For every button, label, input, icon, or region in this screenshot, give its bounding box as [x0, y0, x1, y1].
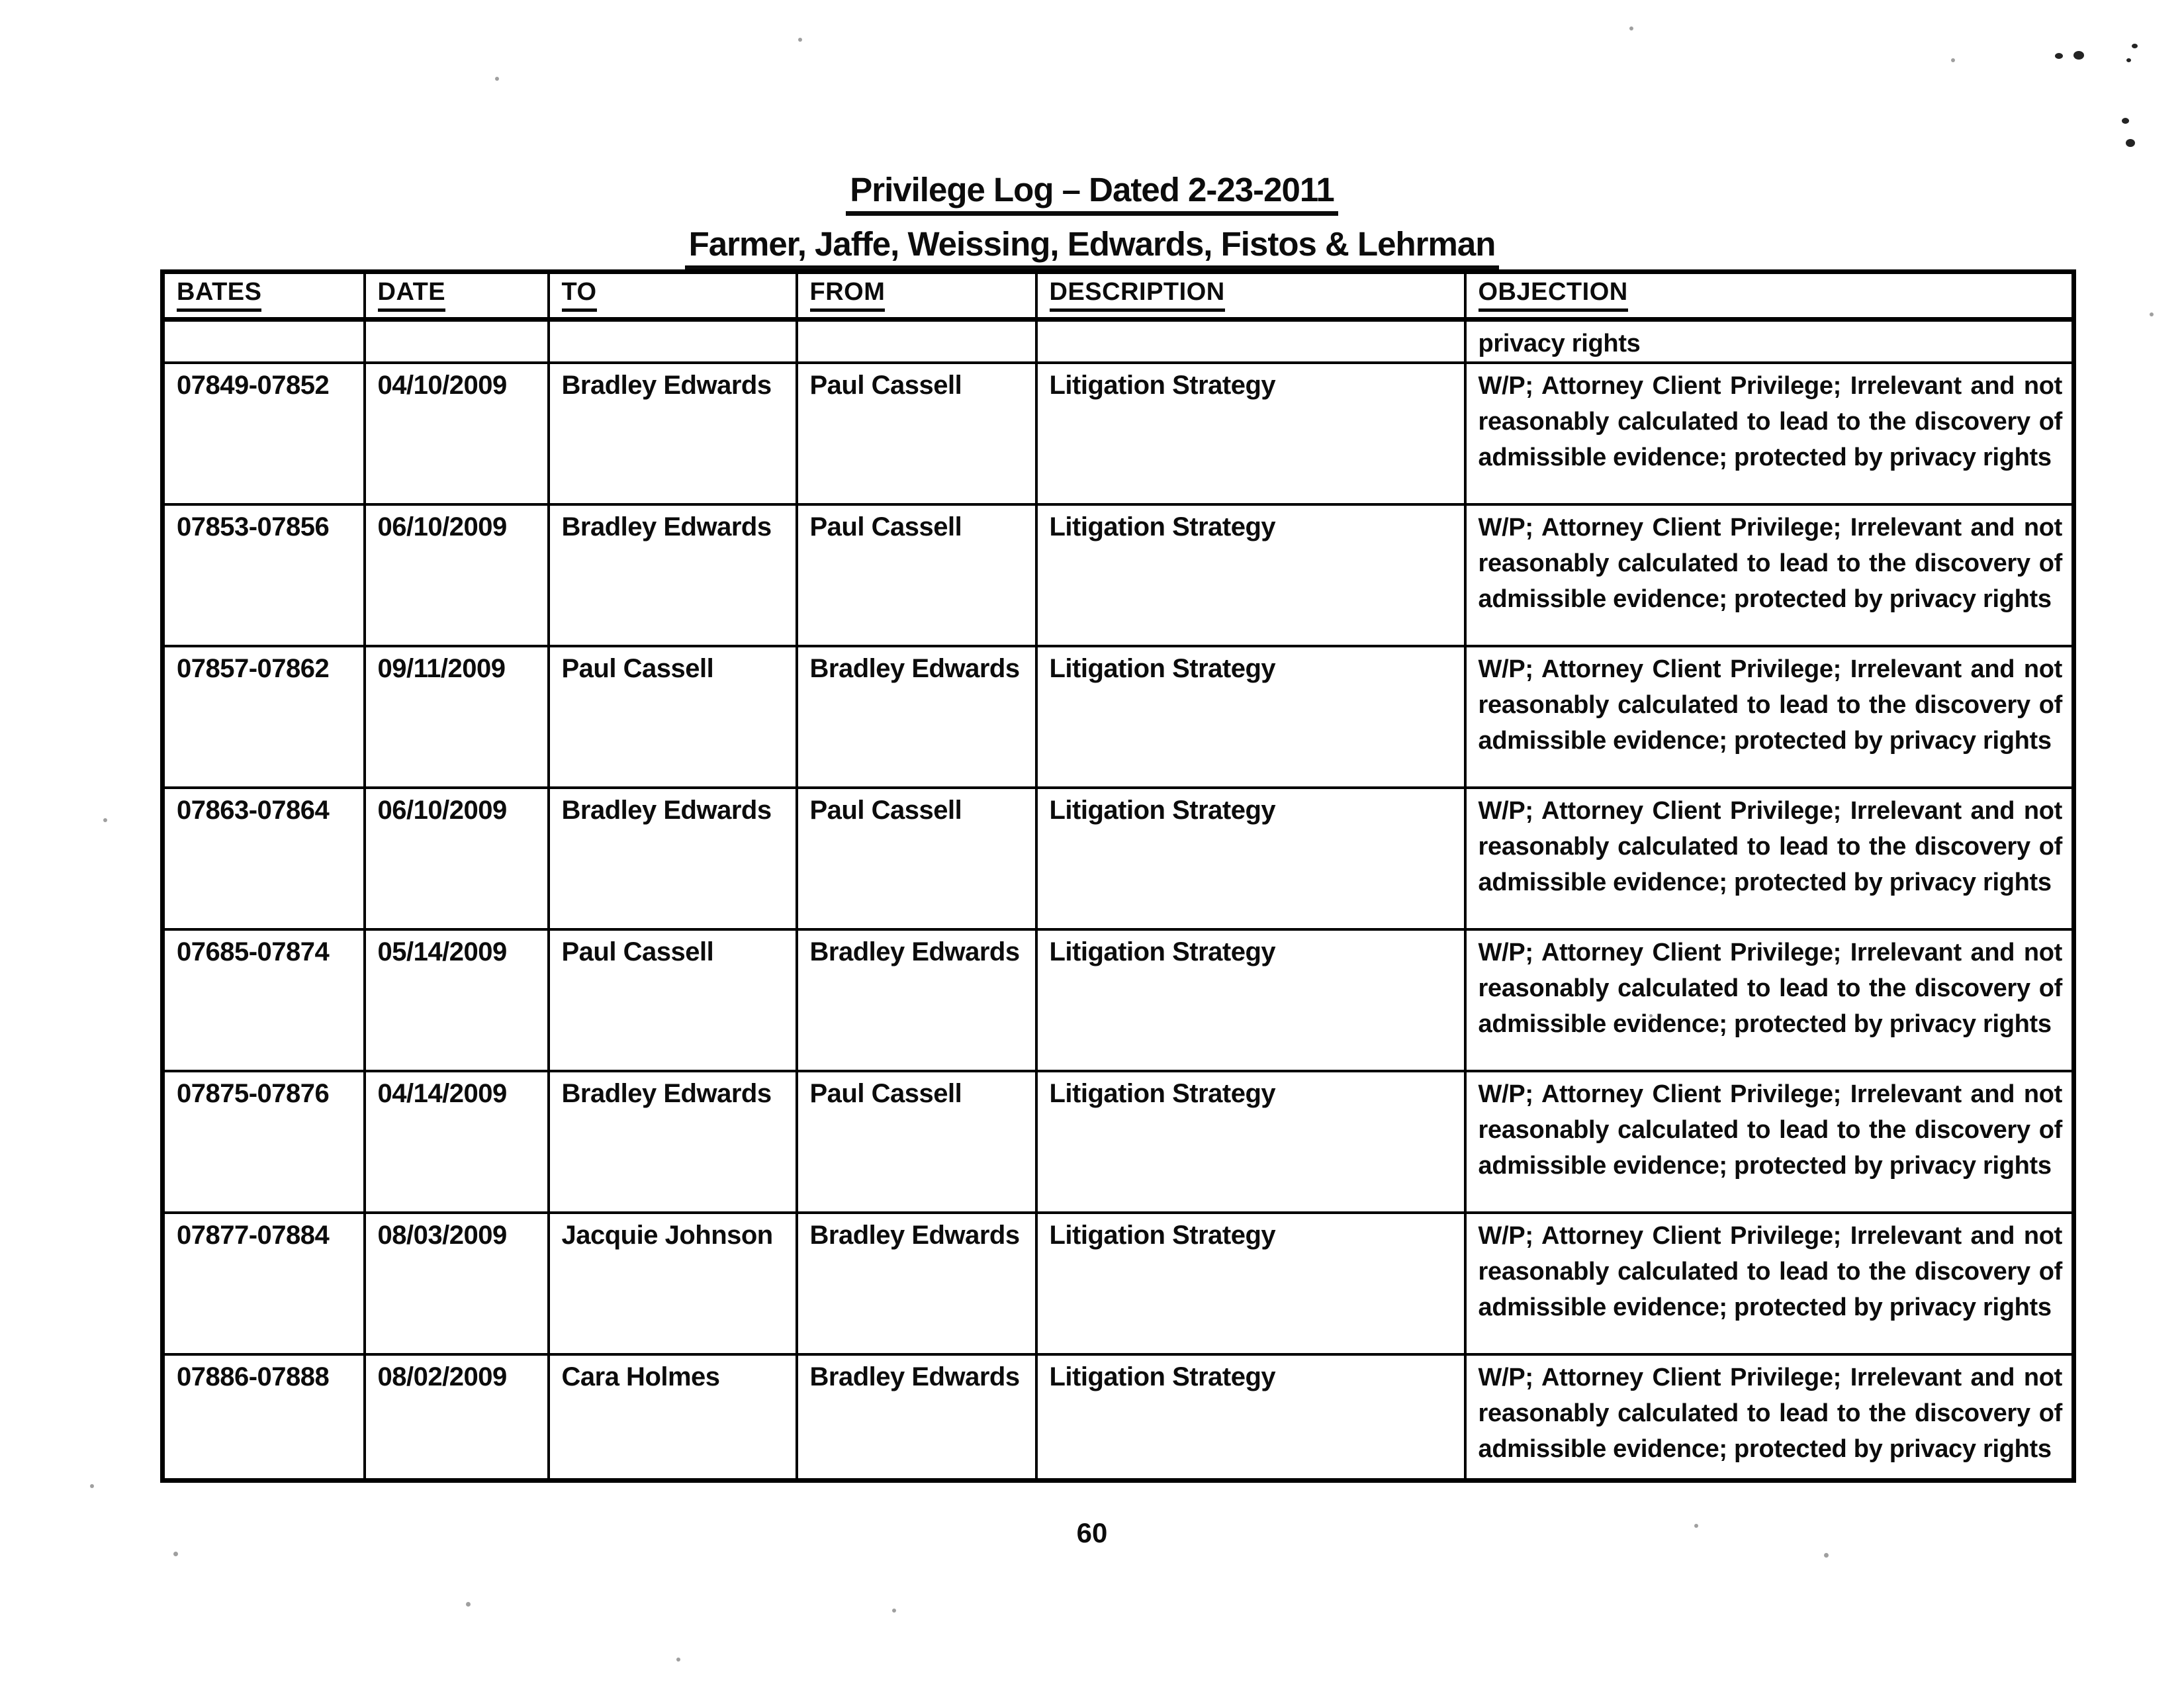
column-header-bates-label: BATES — [177, 278, 261, 312]
cell-bates: 07875-07876 — [163, 1071, 365, 1213]
cell-description: Litigation Strategy — [1036, 1071, 1465, 1213]
scan-speck — [1694, 1524, 1698, 1528]
cell-objection: W/P; Attorney Client Privilege; Irrelevant and not reasonably calculated to lead to the discovery of admissible evidence; protected by privacy rights — [1465, 1354, 2074, 1480]
cell-from: Bradley Edwards — [797, 929, 1036, 1071]
cell-objection: privacy rights — [1465, 320, 2074, 363]
document-title-line-1 — [0, 171, 2184, 216]
table-row — [163, 929, 2074, 1071]
cell-date: 05/14/2009 — [365, 929, 549, 1071]
scan-speck — [173, 1552, 178, 1556]
table-row — [163, 1071, 2074, 1213]
cell-objection: W/P; Attorney Client Privilege; Irrelevant and not reasonably calculated to lead to the discovery of admissible evidence; protected by privacy rights — [1465, 1213, 2074, 1354]
scan-speck — [1951, 58, 1955, 62]
cell-from: Paul Cassell — [797, 788, 1036, 929]
cell-description — [1036, 320, 1465, 363]
cell-description: Litigation Strategy — [1036, 504, 1465, 646]
cell-to: Bradley Edwards — [549, 504, 797, 646]
cell-to: Cara Holmes — [549, 1354, 797, 1480]
scan-speck — [2150, 312, 2154, 316]
scan-speck — [2055, 53, 2063, 59]
cell-to: Bradley Edwards — [549, 363, 797, 504]
cell-from: Bradley Edwards — [797, 646, 1036, 788]
table-row — [163, 1213, 2074, 1354]
scan-speck — [2122, 118, 2129, 124]
table-row — [163, 646, 2074, 788]
scan-speck — [495, 77, 499, 81]
cell-objection: W/P; Attorney Client Privilege; Irrelevant and not reasonably calculated to lead to the discovery of admissible evidence; protected by privacy rights — [1465, 788, 2074, 929]
column-header-date — [365, 272, 549, 320]
scan-speck — [798, 38, 802, 42]
cell-from — [797, 320, 1036, 363]
scan-speck — [676, 1658, 680, 1662]
column-header-description-label: DESCRIPTION — [1050, 278, 1225, 312]
scan-speck — [2132, 44, 2138, 48]
title-line-2-text: Farmer, Jaffe, Weissing, Edwards, Fistos & Lehrman — [685, 225, 1500, 270]
cell-date: 09/11/2009 — [365, 646, 549, 788]
document-title-line-2 — [0, 225, 2184, 270]
cell-bates: 07863-07864 — [163, 788, 365, 929]
cell-description: Litigation Strategy — [1036, 788, 1465, 929]
column-header-bates — [163, 272, 365, 320]
cell-bates: 07857-07862 — [163, 646, 365, 788]
document-title-block — [0, 171, 2184, 279]
column-header-objection-label: OBJECTION — [1479, 278, 1628, 312]
cell-description: Litigation Strategy — [1036, 363, 1465, 504]
cell-description: Litigation Strategy — [1036, 646, 1465, 788]
column-header-objection — [1465, 272, 2074, 320]
cell-bates: 07886-07888 — [163, 1354, 365, 1480]
cell-to: Jacquie Johnson — [549, 1213, 797, 1354]
scan-speck — [1649, 1014, 1653, 1017]
table-row — [163, 363, 2074, 504]
cell-objection: W/P; Attorney Client Privilege; Irrelevant and not reasonably calculated to lead to the discovery of admissible evidence; protected by privacy rights — [1465, 646, 2074, 788]
scan-speck — [103, 818, 107, 822]
cell-bates: 07853-07856 — [163, 504, 365, 646]
cell-date: 08/02/2009 — [365, 1354, 549, 1480]
scan-speck — [2126, 58, 2131, 62]
cell-from: Paul Cassell — [797, 504, 1036, 646]
cell-to — [549, 320, 797, 363]
table-header-row — [163, 272, 2074, 320]
cell-from: Paul Cassell — [797, 1071, 1036, 1213]
cell-date: 08/03/2009 — [365, 1213, 549, 1354]
column-header-description — [1036, 272, 1465, 320]
cell-date: 06/10/2009 — [365, 504, 549, 646]
table-row — [163, 504, 2074, 646]
scan-speck — [1824, 1553, 1829, 1558]
cell-bates — [163, 320, 365, 363]
scan-speck — [466, 1602, 471, 1607]
cell-to: Paul Cassell — [549, 929, 797, 1071]
cell-objection: W/P; Attorney Client Privilege; Irrelevant and not reasonably calculated to lead to the discovery of admissible evidence; protected by privacy rights — [1465, 504, 2074, 646]
scan-speck — [2073, 51, 2084, 60]
cell-objection: W/P; Attorney Client Privilege; Irrelevant and not reasonably calculated to lead to the discovery of admissible evidence; protected by privacy rights — [1465, 1071, 2074, 1213]
cell-from: Bradley Edwards — [797, 1213, 1036, 1354]
cell-date: 06/10/2009 — [365, 788, 549, 929]
cell-description: Litigation Strategy — [1036, 929, 1465, 1071]
column-header-to — [549, 272, 797, 320]
scan-speck — [1629, 26, 1633, 30]
cell-to: Bradley Edwards — [549, 1071, 797, 1213]
carryover-row — [163, 320, 2074, 363]
cell-objection: W/P; Attorney Client Privilege; Irrelevant and not reasonably calculated to lead to the discovery of admissible evidence; protected by privacy rights — [1465, 929, 2074, 1071]
table-row — [163, 1354, 2074, 1480]
privilege-log-table — [160, 269, 2076, 1483]
cell-objection: W/P; Attorney Client Privilege; Irrelevant and not reasonably calculated to lead to the discovery of admissible evidence; protected by privacy rights — [1465, 363, 2074, 504]
column-header-date-label: DATE — [378, 278, 446, 312]
column-header-from-label: FROM — [810, 278, 886, 312]
scan-speck — [892, 1609, 896, 1613]
cell-date — [365, 320, 549, 363]
cell-to: Paul Cassell — [549, 646, 797, 788]
scan-speck — [2126, 139, 2135, 147]
cell-to: Bradley Edwards — [549, 788, 797, 929]
scan-speck — [90, 1484, 94, 1488]
cell-bates: 07685-07874 — [163, 929, 365, 1071]
cell-bates: 07849-07852 — [163, 363, 365, 504]
cell-bates: 07877-07884 — [163, 1213, 365, 1354]
title-line-1-text: Privilege Log – Dated 2-23-2011 — [846, 171, 1338, 216]
column-header-from — [797, 272, 1036, 320]
cell-description: Litigation Strategy — [1036, 1213, 1465, 1354]
cell-description: Litigation Strategy — [1036, 1354, 1465, 1480]
cell-date: 04/10/2009 — [365, 363, 549, 504]
cell-from: Bradley Edwards — [797, 1354, 1036, 1480]
cell-date: 04/14/2009 — [365, 1071, 549, 1213]
column-header-to-label: TO — [562, 278, 597, 312]
table-row — [163, 788, 2074, 929]
page-number: 60 — [1076, 1517, 1108, 1548]
cell-from: Paul Cassell — [797, 363, 1036, 504]
